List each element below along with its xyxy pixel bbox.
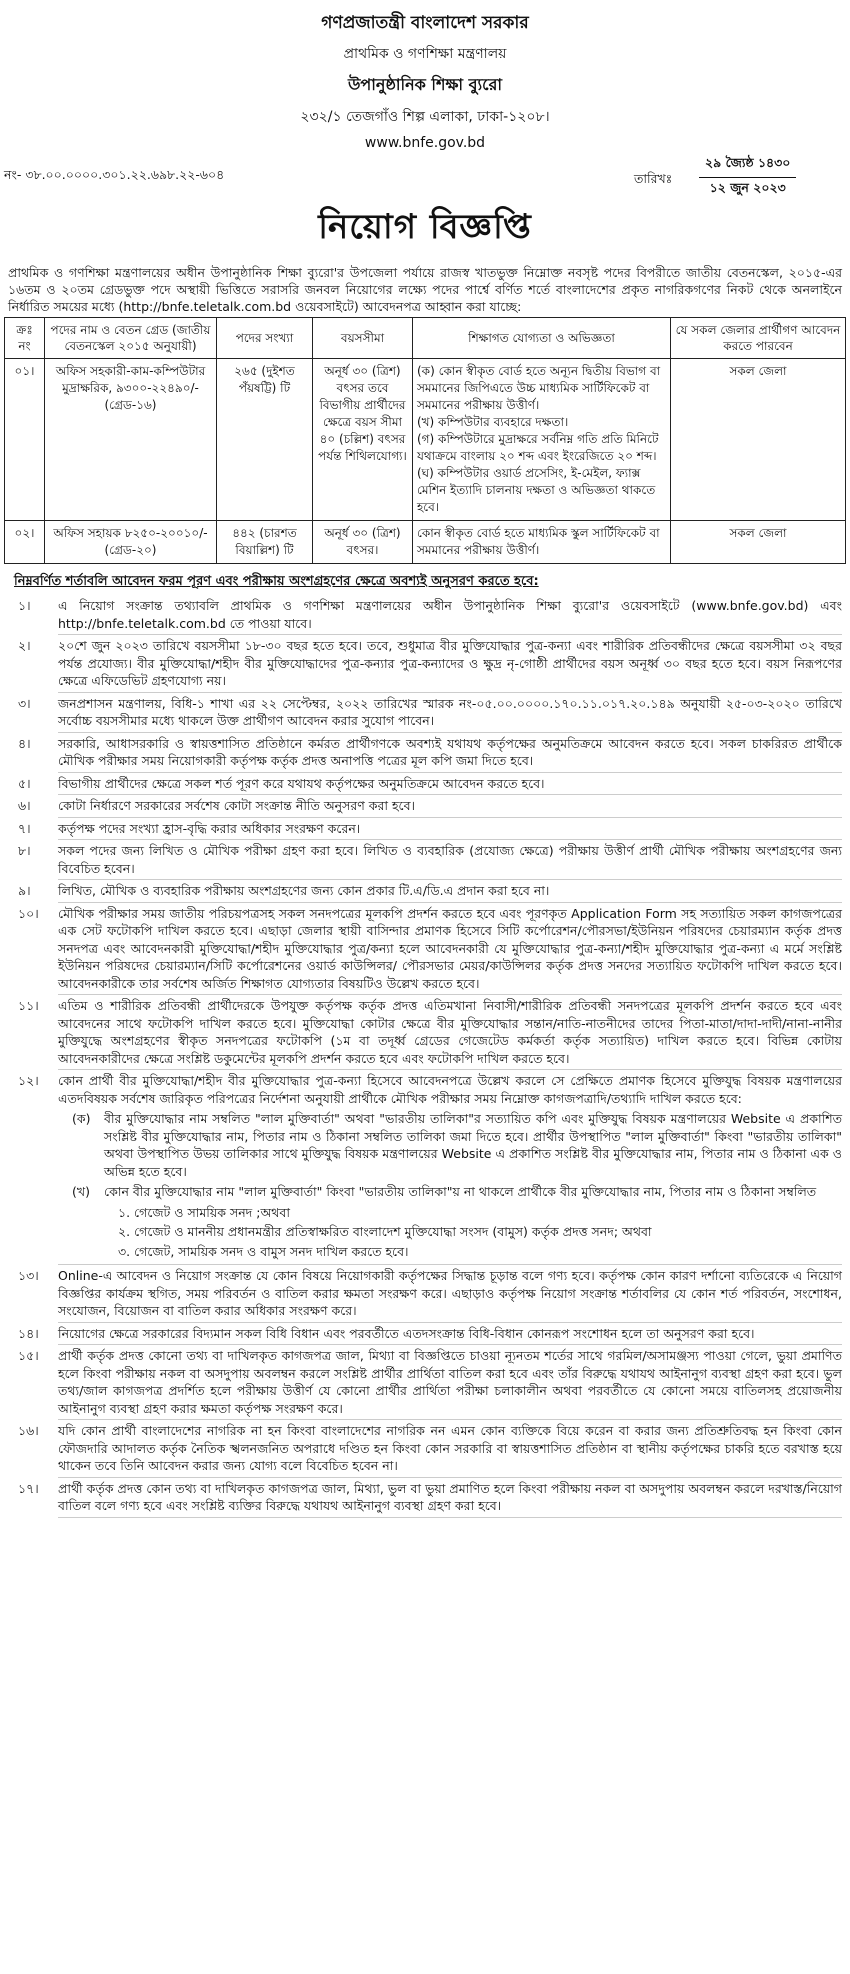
item-text: সরকারি, আধাসরকারি ও স্বায়ত্তশাসিত প্রতিষ্ঠানে কর্মরত প্রার্থীগণকে অবশ্যই যথাযথ কর্তৃপক্ষের অনুমতিক্রমে আবেদন করতে হবে। সকল চাকরিরত প্রার্থীকে মৌখিক পরীক্ষার সময় নিয়োগকারী কর্তৃপক্ষ কর্তৃক প্রদত্ত অনাপত্তি পত্রের মূল কপি জমা দিতে হবে।	[58, 735, 842, 773]
item-number: ২।	[18, 638, 31, 653]
row-post: অফিস সহকারী-কাম-কম্পিউটার মুদ্রাক্ষরিক, ৯৩০০-২২৪৯০/- (গ্রেড-১৬)	[45, 359, 217, 521]
conditions-heading: নিম্নবর্ণিত শর্তাবলি আবেদন ফরম পূরণ এবং পরীক্ষায় অংশগ্রহণের ক্ষেত্রে অবশ্যই অনুসরণ করতে হবে:	[14, 574, 539, 589]
item-text: সকল পদের জন্য লিখিত ও মৌখিক পরীক্ষা গ্রহণ করা হবে। লিখিত ও ব্যবহারিক (প্রযোজ্য ক্ষেত্রে) পরীক্ষায় উত্তীর্ণ প্রার্থী মৌখিক পরীক্ষায় অংশগ্রহণের জন্য বিবেচিত হবেন।	[58, 842, 842, 880]
table-row	[5, 521, 846, 564]
item-text: জনপ্রশাসন মন্ত্রণালয়, বিধি-১ শাখা এর ২২ সেপ্টেম্বর, ২০২২ তারিখের স্মারক নং-০৫.০০.০০০০.১৭০.১১.০১৭.২০.১৪৯ অনুযায়ী ২৫-০৩-২০২০ তারিখে সর্বোচ্চ বয়সসীমার মধ্যে থাকলে উক্ত প্রার্থীগণ আবেদন করার সুযোগ পাবেন।	[58, 695, 842, 733]
item-text: নিয়োগের ক্ষেত্রে সরকারের বিদ্যমান সকল বিধি বিধান এবং পরবর্তীতে এতদসংক্রান্ত বিধি-বিধান কোনরূপ সংশোধন হলে তা অনুসরণ করা হবে।	[58, 1325, 842, 1346]
item-text: যদি কোন প্রার্থী বাংলাদেশের নাগরিক না হন কিংবা বাংলাদেশের নাগরিক নন এমন কোন ব্যক্তিকে বিয়ে করেন বা করার জন্য প্রতিশ্রুতিবদ্ধ হন কিংবা কোন ফৌজদারি আদালত কর্তৃক নৈতিক স্খলনজনিত অপরাধে দণ্ডিত হন কিংবা কোন সরকারি বা স্বায়ত্তশাসিত প্রতিষ্ঠান বা স্থানীয় কর্তৃপক্ষের চাকরি হতে বরখাস্ত হয়ে থাকেন তবে তিনি আবেদন করার জন্য যোগ্য বলে বিবেচিত হবেন না।	[58, 1422, 842, 1478]
letterhead	[4, 10, 846, 151]
qualification-item: (ক) কোন স্বীকৃত বোর্ড হতে অন্যূন দ্বিতীয় বিভাগ বা সমমানের জিপিএতে উচ্চ মাধ্যমিক সার্টিফিকেট বা সমমানের পরীক্ষায় উত্তীর্ণ।	[417, 364, 661, 412]
row-serial: ০১।	[5, 359, 45, 521]
item-text: এ নিয়োগ সংক্রান্ত তথ্যাবলি প্রাথমিক ও গণশিক্ষা মন্ত্রণালয়ের অধীন উপানুষ্ঠানিক শিক্ষা ব্যুরো'র ওয়েবসাইটে (www.bnfe.gov.bd) এবং http://bnfe.teletalk.com.bd তে পাওয়া যাবে।	[58, 597, 842, 635]
date-label: তারিখঃ	[634, 171, 673, 186]
nested-item: ৩. গেজেট, সাময়িক সনদ ও বামুস সনদ দাখিল করতে হবে।	[118, 1243, 409, 1259]
memo-number: নং- ৩৮.০০.০০০০.৩০১.২২.৬৯৮.২২-৬০৪	[4, 167, 225, 182]
conditions-list	[8, 597, 842, 1518]
table-header-row	[5, 318, 846, 359]
item-number: ১৬।	[18, 1423, 39, 1438]
row-post: অফিস সহায়ক ৮২৫০-২০০১০/- (গ্রেড-২০)	[45, 521, 217, 564]
item-number: ১৩।	[18, 1268, 39, 1283]
list-item	[8, 882, 842, 903]
item-text: ২০শে জুন ২০২৩ তারিখে বয়সসীমা ১৮-৩০ বছর হতে হবে। তবে, শুধুমাত্র বীর মুক্তিযোদ্ধার পুত্র-কন্যা এবং শারীরিক প্রতিবন্ধীদের ক্ষেত্রে বয়সসীমা ৩২ বছর পর্যন্ত প্রযোজ্য। বীর মুক্তিযোদ্ধা/শহীদ বীর মুক্তিযোদ্ধাদের পুত্র-কন্যার পুত্র-কন্যাদের ও ক্ষুদ্র নৃ-গোষ্ঠী প্রার্থীদের বয়স অনূর্ধ্ব ৩০ বছর হতে হবে। বয়স নিরূপণের ক্ষেত্রে এফিডেভিট গ্রহণযোগ্য নয়।	[58, 637, 842, 693]
list-item	[8, 797, 842, 818]
date-bangla: ২৯ জ্যৈষ্ঠ ১৪৩০	[699, 153, 796, 178]
row-qualification	[413, 359, 671, 521]
memo-row	[4, 153, 846, 209]
sub-item-text: কোন বীর মুক্তিযোদ্ধার নাম "লাল মুক্তিবার্তা" কিংবা "ভারতীয় তালিকা"য় না থাকলে প্রার্থীকে বীর মুক্তিযোদ্ধার নাম, পিতার নাম ও ঠিকানা সম্বলিত	[104, 1184, 817, 1199]
item-number: ১০।	[18, 905, 39, 921]
item-number: ১৫।	[18, 1348, 39, 1363]
intro-paragraph: প্রাথমিক ও গণশিক্ষা মন্ত্রণালয়ের অধীন উপানুষ্ঠানিক শিক্ষা ব্যুরো'র উপজেলা পর্যায়ে রাজস্ব খাতভুক্ত নিম্নোক্ত নবসৃষ্ট পদের বিপরীতে জাতীয় বেতনস্কেল, ২০১৫-এর ১৬তম ও ২০তম গ্রেডভুক্ত পদে অস্থায়ী ভিত্তিতে সরাসরি জনবল নিয়োগের লক্ষ্যে পদের পার্শ্বে বর্ণিত শর্তে বাংলাদেশের প্রকৃত নাগরিকগণের নিকট থেকে অনলাইনে নির্ধারিত সময়ের মধ্যে (http://bnfe.teletalk.com.bd ওয়েবসাইটে) আবেদনপত্র আহ্বান করা যাচ্ছে:	[8, 265, 842, 314]
posts-table	[4, 317, 846, 564]
item-text: প্রার্থী কর্তৃক প্রদত্ত কোনো তথ্য বা দাখিলকৃত কাগজপত্র জাল, মিথ্যা বা বিজ্ঞপ্তিতে চাওয়া ন্যূনতম শর্তের সাথে গরমিল/অসামঞ্জস্য পাওয়া গেলে, ভুয়া প্রমাণিত হলে কিংবা পরীক্ষায় নকল বা অসদুপায় অবলম্বন করলে সংশ্লিষ্ট প্রার্থীর প্রার্থিতা বাতিল করা হবে এবং তাঁর বিরুদ্ধে যথাযথ আইনানুগ ব্যবস্থা গ্রহণ করা হবে। ভুল তথ্য/জাল কাগজপত্র প্রদর্শিত হলে পরীক্ষায় উত্তীর্ণ যে কোনো প্রার্থীর প্রার্থিতা পরীক্ষা চলাকালীন অথবা পরবর্তীতে যে কোনো সময়ে বাতিলসহ প্রয়োজনীয় আইনানুগ ব্যবস্থা গ্রহণ করার ক্ষমতা কর্তৃপক্ষ সংরক্ষণ করে।	[58, 1347, 842, 1420]
item-number: ১১।	[18, 998, 39, 1013]
list-item	[8, 820, 842, 841]
row-serial: ০২।	[5, 521, 45, 564]
row-count: ২৬৫ (দুইশত পঁয়ষট্টি) টি	[217, 359, 313, 521]
list-item	[8, 905, 842, 996]
item-number: ৩।	[18, 695, 31, 711]
sub-item	[72, 1183, 842, 1201]
list-item	[8, 1480, 842, 1518]
sub-item-label: (খ)	[72, 1184, 90, 1199]
qualification-item: (ঘ) কম্পিউটার ওয়ার্ড প্রসেসিং, ই-মেইল, ফ্যাক্স মেশিন ইত্যাদি চালনায় দক্ষতা ও অভিজ্ঞতা থাকতে হবে।	[417, 466, 656, 514]
notice-title: নিয়োগ বিজ্ঞপ্তি	[318, 207, 532, 247]
item-number: ৯।	[18, 883, 31, 898]
nested-item: ২. গেজেট ও মাননীয় প্রধানমন্ত্রীর প্রতিস্বাক্ষরিত বাংলাদেশ মুক্তিযোদ্ধা সংসদ (বামুস) কর্তৃক প্রদত্ত সনদ; অথবা	[118, 1224, 652, 1239]
list-item	[8, 1072, 842, 1265]
row-age: অনূর্ধ ৩০ (ত্রিশ) বৎসর তবে বিভাগীয় প্রার্থীদের ক্ষেত্রে বয়স সীমা ৪০ (চল্লিশ) বৎসর পর্যন্ত শিথিলযোগ্য।	[313, 359, 413, 521]
item-number: ১৪।	[18, 1325, 39, 1341]
ministry-name: প্রাথমিক ও গণশিক্ষা মন্ত্রণালয়	[343, 46, 507, 62]
list-item	[8, 1267, 842, 1323]
sub-item-label: (ক)	[72, 1111, 91, 1126]
item-text: কোটা নির্ধারণে সরকারের সর্বশেষ কোটা সংক্রান্ত নীতি অনুসরণ করা হবে।	[58, 797, 842, 818]
item-text: কর্তৃপক্ষ পদের সংখ্যা হ্রাস-বৃদ্ধি করার অধিকার সংরক্ষণ করেন।	[58, 820, 842, 841]
item-text: প্রার্থী কর্তৃক প্রদত্ত কোন তথ্য বা দাখিলকৃত কাগজপত্র জাল, মিথ্যা, ভুল বা ভুয়া প্রমাণিত হলে কিংবা পরীক্ষায় নকল বা অসদুপায় অবলম্বন করলে দরখাস্ত/নিয়োগ বাতিল বলে গণ্য হবে এবং সংশ্লিষ্ট ব্যক্তির বিরুদ্ধে যথাযথ আইনানুগ ব্যবস্থা গ্রহণ করা হবে।	[58, 1480, 842, 1518]
qualification-item: (গ) কম্পিউটারে মুদ্রাক্ষরে সর্বনিম্ন গতি প্রতি মিনিটে যথাক্রমে বাংলায় ২০ শব্দ এবং ইংরেজিতে ২০ শব্দ।	[417, 432, 659, 463]
header-district: যে সকল জেলার প্রার্থীগণ আবেদন করতে পারবেন	[671, 318, 846, 359]
list-item	[8, 1325, 842, 1346]
row-age: অনূর্ধ ৩০ (ত্রিশ) বৎসর।	[313, 521, 413, 564]
list-item	[8, 597, 842, 635]
list-item	[8, 1422, 842, 1478]
item-number: ৭।	[18, 820, 31, 836]
header-serial: ক্রঃ নং	[5, 318, 45, 359]
bureau-name: উপানুষ্ঠানিক শিক্ষা ব্যুরো	[347, 75, 503, 94]
row-count: ৪৪২ (চারশত বিয়াল্লিশ) টি	[217, 521, 313, 564]
qualification-item: (খ) কম্পিউটার ব্যবহারে দক্ষতা।	[417, 415, 569, 429]
item-number: ১।	[18, 598, 31, 613]
item-number: ৬।	[18, 798, 31, 813]
item-number: ৮।	[18, 843, 31, 858]
header-count: পদের সংখ্যা	[217, 318, 313, 359]
sub-item-text: বীর মুক্তিযোদ্ধার নাম সম্বলিত "লাল মুক্তিবার্তা" অথবা "ভারতীয় তালিকা"র সত্যায়িত কপি এবং মুক্তিযুদ্ধ বিষয়ক মন্ত্রণালয়ের Website এ প্রকাশিত সংশ্লিষ্ট বীর মুক্তিযোদ্ধার নাম, পিতার নাম ও ঠিকানা সম্বলিত তালিকা জমা দিতে হবে। প্রার্থীর উপস্থাপিত "লাল মুক্তিবার্তা" কিংবা "ভারতীয় তালিকা" অথবা উপস্থাপিত উভয় তালিকার সাথে মুক্তিযুদ্ধ বিষয়ক মন্ত্রণালয়ের Website এ প্রকাশিত সংশ্লিষ্ট বীর মুক্তিযোদ্ধার নাম, পিতার নাম ও ঠিকানা এক ও অভিন্ন হতে হবে।	[104, 1111, 842, 1179]
list-item	[8, 842, 842, 880]
item-text: মৌখিক পরীক্ষার সময় জাতীয় পরিচয়পত্রসহ সকল সনদপত্রের মূলকপি প্রদর্শন করতে হবে এবং পূরণকৃত Application Form সহ সত্যায়িত সকল কাগজপত্রের এক সেট ফটোকপি দাখিল করতে হবে। এছাড়া জেলার স্থায়ী বাসিন্দার প্রমাণক হিসেবে সিটি কর্পোরেশন/পৌরসভা/ইউনিয়ন পরিষদের চেয়ারম্যান কর্তৃক প্রদত্ত সনদপত্র এবং আবেদনকারী মুক্তিযোদ্ধা/শহীদ মুক্তিযোদ্ধার পুত্র/কন্যা হলে আবেদনকারী যে মুক্তিযোদ্ধার পুত্র-কন্যা/শহীদ মুক্তিযোদ্ধার পুত্র-কন্যা এ মর্মে সংশ্লিষ্ট ইউনিয়ন পরিষদের চেয়ারম্যান/সিটি কর্পোরেশনের ওয়ার্ড কাউন্সিলর/ পৌরসভার মেয়র/কাউন্সিলর কর্তৃক প্রদত্ত সনদের সত্যায়িত ফটোকপি দাখিল করতে হবে। আবেদনকারীকে তার সর্বশেষ অর্জিত শিক্ষাগত যোগ্যতার বিষয়টিও উল্লেখ করতে হবে।	[58, 905, 842, 996]
header-age: বয়সসীমা	[313, 318, 413, 359]
government-name: গণপ্রজাতন্ত্রী বাংলাদেশ সরকার	[321, 13, 529, 33]
item-text: লিখিত, মৌখিক ও ব্যবহারিক পরীক্ষায় অংশগ্রহণের জন্য কোন প্রকার টি.এ/ডি.এ প্রদান করা হবে না।	[58, 882, 842, 903]
item-text: এতিম ও শারীরিক প্রতিবন্ধী প্রার্থীদেরকে উপযুক্ত কর্তৃপক্ষ কর্তৃক প্রদত্ত এতিমখানা নিবাসী/শারীরিক প্রতিবন্ধী সনদপত্রের মূলকপি প্রদর্শন করতে হবে এবং আবেদনের সাথে ফটোকপি দাখিল করতে হবে। মুক্তিযোদ্ধা কোটার ক্ষেত্রে বীর মুক্তিযোদ্ধার সন্তান/নাতি-নাতনীদের তাদের পিতা-মাতা/দাদা-দাদী/নানা-নানীর মুক্তিযুদ্ধে অংশগ্রহণের স্বীকৃত সনদপত্রের ফটোকপি (১ম বা তদূর্ধ্ব গ্রেডের গেজেটেড কর্মকর্তা কর্তৃক সত্যায়িত) দাখিল করতে হবে। বিভিন্ন কোটায় আবেদনকারীদের ক্ষেত্রে সংশ্লিষ্ট ডকুমেন্টের মূলকপি প্রদর্শন করতে হবে এবং ফটোকপি দাখিল করতে হবে।	[58, 997, 842, 1070]
list-item	[8, 735, 842, 773]
bureau-address: ২৩২/১ তেজগাঁও শিল্প এলাকা, ঢাকা-১২০৮।	[300, 109, 550, 125]
list-item	[8, 1347, 842, 1420]
list-item	[8, 695, 842, 733]
notice-page	[0, 10, 850, 1974]
list-item	[8, 997, 842, 1070]
item-number: ১৭।	[18, 1480, 39, 1496]
nested-item: ১. গেজেট ও সাময়িক সনদ ;অথবা	[118, 1204, 290, 1220]
header-qualification: শিক্ষাগত যোগ্যতা ও অভিজ্ঞতা	[413, 318, 671, 359]
item-number: ৫।	[18, 775, 31, 791]
row-qualification	[413, 521, 671, 564]
table-row	[5, 359, 846, 521]
item-text: Online-এ আবেদন ও নিয়োগ সংক্রান্ত যে কোন বিষয়ে নিয়োগকারী কর্তৃপক্ষের সিদ্ধান্ত চূড়ান্ত বলে গণ্য হবে। কর্তৃপক্ষ কোন কারণ দর্শানো ব্যতিরেকে এ নিয়োগ বিজ্ঞপ্তির কার্যক্রম স্থগিত, সময় পরিবর্তন ও বাতিল করার ক্ষমতা সংরক্ষণ করে। এছাড়াও কর্তৃপক্ষ নিয়োগ সংক্রান্ত শর্তাবলির যে কোন শর্ত পরিবর্তন, সংশোধন, সংযোজন, বিয়োজন বা বাতিল করার অধিকার সংরক্ষণ করে।	[58, 1267, 842, 1323]
memo-dates	[699, 153, 796, 202]
header-post: পদের নাম ও বেতন গ্রেড (জাতীয় বেতনস্কেল ২০১৫ অনুযায়ী)	[45, 318, 217, 359]
item-number: ১২।	[18, 1073, 39, 1088]
row-district: সকল জেলা	[671, 521, 846, 564]
item-number: ৪।	[18, 735, 31, 751]
qualification-item: কোন স্বীকৃত বোর্ড হতে মাধ্যমিক স্কুল সার্টিফিকেট বা সমমানের পরীক্ষায় উত্তীর্ণ।	[417, 526, 660, 557]
item-text: বিভাগীয় প্রার্থীদের ক্ষেত্রে সকল শর্ত পূরণ করে যথাযথ কর্তৃপক্ষের অনুমতিক্রমে আবেদন করতে হবে।	[58, 775, 842, 796]
date-english: ১২ জুন ২০২৩	[709, 180, 786, 195]
list-item	[8, 637, 842, 693]
row-district: সকল জেলা	[671, 359, 846, 521]
item-text: কোন প্রার্থী বীর মুক্তিযোদ্ধা/শহীদ বীর মুক্তিযোদ্ধার পুত্র-কন্যা হিসেবে আবেদনপত্রে উল্লেখ করলে সে প্রেক্ষিতে প্রমাণক হিসেবে মুক্তিযুদ্ধ বিষয়ক মন্ত্রণালয়ের এতদবিষয়ক সর্বশেষ জারিকৃত পরিপত্রের নির্দেশনা অনুযায়ী প্রার্থীকে মৌখিক পরীক্ষার সময় নিম্নোক্ত কাগজপত্রাদি/তথ্যাদি দাখিল করতে হবে:	[58, 1073, 842, 1106]
item-body	[58, 1072, 842, 1265]
list-item	[8, 775, 842, 796]
bureau-website[interactable]: www.bnfe.gov.bd	[364, 135, 486, 151]
sub-item	[72, 1110, 842, 1180]
